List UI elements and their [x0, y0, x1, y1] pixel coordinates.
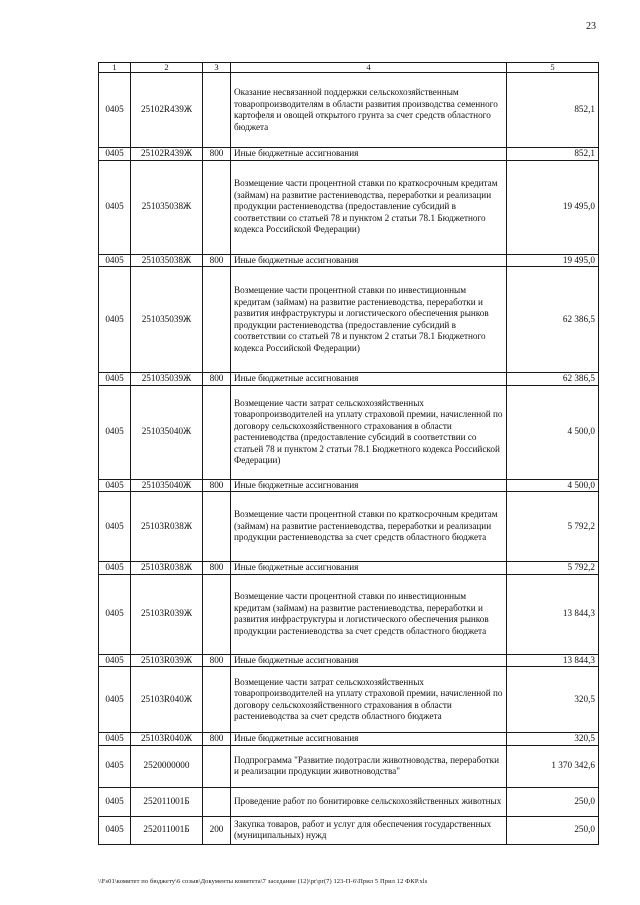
amount-cell: 4 500,0	[507, 385, 599, 479]
expense-kind-cell	[203, 73, 231, 148]
expense-kind-cell	[203, 667, 231, 733]
amount-cell: 62 386,5	[507, 373, 599, 386]
section-cell: 0405	[99, 745, 131, 787]
amount-cell: 19 495,0	[507, 254, 599, 267]
description-cell: Возмещение части затрат сельскохозяйственных товаропроизводителей на уплату страховой премии, начисленной по договору сельскохозяйственного страхования в области растениеводства (предоставление субсидий в соответствии со статьей 78 и пунктом 2 статьи 78.1 Бюджетного кодекса Российской Федерации)	[231, 385, 507, 479]
target-code-cell: 25103R039Ж	[131, 574, 203, 654]
target-code-cell: 25103R038Ж	[131, 492, 203, 562]
page-number: 23	[586, 21, 596, 32]
description-cell: Иные бюджетные ассигнования	[231, 479, 507, 492]
expense-kind-cell: 800	[203, 733, 231, 746]
description-cell: Возмещение части процентной ставки по краткосрочным кредитам (займам) на развитие растениеводства, переработки и реализации продукции растениеводства (предоставление субсидий в соответствии со статьей 78 и пунктом 2 статьи 78.1 Бюджетного кодекса Российской Федерации)	[231, 160, 507, 254]
target-code-cell: 25103R038Ж	[131, 562, 203, 575]
section-cell: 0405	[99, 254, 131, 267]
description-cell: Иные бюджетные ассигнования	[231, 654, 507, 667]
target-code-cell: 251035040Ж	[131, 479, 203, 492]
target-code-cell: 252011001Б	[131, 816, 203, 844]
header-col-4: 4	[231, 63, 507, 73]
target-code-cell: 25103R040Ж	[131, 667, 203, 733]
description-cell: Возмещение части процентной ставки по инвестиционным кредитам (займам) на развитие растениеводства, переработки и развития инфраструктуры и логистического обеспечения рынков продукции растениеводства (предоставление субсидий в соответствии со статьей 78 и пунктом 2 статьи 78.1 Бюджетного кодекса Российской Федерации)	[231, 267, 507, 373]
description-cell: Иные бюджетные ассигнования	[231, 562, 507, 575]
description-cell: Возмещение части затрат сельскохозяйственных товаропроизводителей на уплату страховой премии, начисленной по договору сельскохозяйственного страхования в области растениеводства за счет средств областного бюджета	[231, 667, 507, 733]
amount-cell: 250,0	[507, 787, 599, 816]
description-cell: Иные бюджетные ассигнования	[231, 373, 507, 386]
amount-cell: 320,5	[507, 733, 599, 746]
amount-cell: 4 500,0	[507, 479, 599, 492]
expense-kind-cell: 800	[203, 654, 231, 667]
table-row	[99, 733, 599, 746]
target-code-cell: 25102R439Ж	[131, 148, 203, 161]
table-row	[99, 479, 599, 492]
expense-kind-cell	[203, 492, 231, 562]
amount-cell: 13 844,3	[507, 654, 599, 667]
section-cell: 0405	[99, 574, 131, 654]
expense-kind-cell: 800	[203, 254, 231, 267]
description-cell: Возмещение части процентной ставки по инвестиционным кредитам (займам) на развитие растениеводства, переработки и развития инфраструктуры и логистического обеспечения рынков продукции растениеводства за счет средств областного бюджета	[231, 574, 507, 654]
header-col-2: 2	[131, 63, 203, 73]
amount-cell: 320,5	[507, 667, 599, 733]
table-row	[99, 373, 599, 386]
table-row	[99, 492, 599, 562]
target-code-cell: 25102R439Ж	[131, 73, 203, 148]
target-code-cell: 251035039Ж	[131, 373, 203, 386]
description-cell: Иные бюджетные ассигнования	[231, 254, 507, 267]
amount-cell: 250,0	[507, 816, 599, 844]
target-code-cell: 251035039Ж	[131, 267, 203, 373]
description-cell: Иные бюджетные ассигнования	[231, 148, 507, 161]
target-code-cell: 25103R040Ж	[131, 733, 203, 746]
expense-kind-cell	[203, 745, 231, 787]
header-row	[99, 63, 599, 73]
target-code-cell: 25103R039Ж	[131, 654, 203, 667]
table-row	[99, 667, 599, 733]
expense-kind-cell: 200	[203, 816, 231, 844]
section-cell: 0405	[99, 385, 131, 479]
table-row	[99, 574, 599, 654]
table-row	[99, 745, 599, 787]
table-row	[99, 385, 599, 479]
section-cell: 0405	[99, 667, 131, 733]
budget-table	[98, 62, 599, 845]
description-cell: Проведение работ по бонитировке сельскохозяйственных животных	[231, 787, 507, 816]
description-cell: Подпрограмма "Развитие подотрасли животноводства, переработки и реализации продукции животноводства"	[231, 745, 507, 787]
target-code-cell: 251035038Ж	[131, 160, 203, 254]
table-row	[99, 654, 599, 667]
footer-file-path: \\Fs01\комитет по бюджету\6 созыв\Документы комитета\7 заседание (12)\pr\pr(7) 123-П-6\Прил 5 Прил 12 ФКР.xls	[98, 878, 428, 885]
target-code-cell: 251035038Ж	[131, 254, 203, 267]
section-cell: 0405	[99, 787, 131, 816]
section-cell: 0405	[99, 73, 131, 148]
section-cell: 0405	[99, 267, 131, 373]
section-cell: 0405	[99, 479, 131, 492]
section-cell: 0405	[99, 654, 131, 667]
expense-kind-cell: 800	[203, 562, 231, 575]
amount-cell: 5 792,2	[507, 492, 599, 562]
section-cell: 0405	[99, 492, 131, 562]
table-row	[99, 267, 599, 373]
table-row	[99, 160, 599, 254]
expense-kind-cell	[203, 385, 231, 479]
amount-cell: 62 386,5	[507, 267, 599, 373]
table-row	[99, 562, 599, 575]
description-cell: Оказание несвязанной поддержки сельскохозяйственным товаропроизводителям в области развития производства семенного картофеля и овощей открытого грунта за счет средств областного бюджета	[231, 73, 507, 148]
section-cell: 0405	[99, 562, 131, 575]
header-col-5: 5	[507, 63, 599, 73]
section-cell: 0405	[99, 148, 131, 161]
description-cell: Иные бюджетные ассигнования	[231, 733, 507, 746]
table-row	[99, 73, 599, 148]
target-code-cell: 2520000000	[131, 745, 203, 787]
table-body	[99, 73, 599, 845]
table-row	[99, 816, 599, 844]
description-cell: Закупка товаров, работ и услуг для обеспечения государственных (муниципальных) нужд	[231, 816, 507, 844]
header-col-3: 3	[203, 63, 231, 73]
amount-cell: 852,1	[507, 73, 599, 148]
amount-cell: 19 495,0	[507, 160, 599, 254]
description-cell: Возмещение части процентной ставки по краткосрочным кредитам (займам) на развитие растениеводства, переработки и реализации продукции растениеводства за счет средств областного бюджета	[231, 492, 507, 562]
section-cell: 0405	[99, 733, 131, 746]
section-cell: 0405	[99, 816, 131, 844]
table-row	[99, 148, 599, 161]
amount-cell: 5 792,2	[507, 562, 599, 575]
expense-kind-cell: 800	[203, 479, 231, 492]
amount-cell: 1 370 342,6	[507, 745, 599, 787]
expense-kind-cell: 800	[203, 373, 231, 386]
amount-cell: 852,1	[507, 148, 599, 161]
target-code-cell: 252011001Б	[131, 787, 203, 816]
table-row	[99, 787, 599, 816]
expense-kind-cell	[203, 267, 231, 373]
table-row	[99, 254, 599, 267]
header-col-1: 1	[99, 63, 131, 73]
section-cell: 0405	[99, 160, 131, 254]
target-code-cell: 251035040Ж	[131, 385, 203, 479]
amount-cell: 13 844,3	[507, 574, 599, 654]
expense-kind-cell	[203, 574, 231, 654]
expense-kind-cell	[203, 160, 231, 254]
expense-kind-cell	[203, 787, 231, 816]
section-cell: 0405	[99, 373, 131, 386]
expense-kind-cell: 800	[203, 148, 231, 161]
